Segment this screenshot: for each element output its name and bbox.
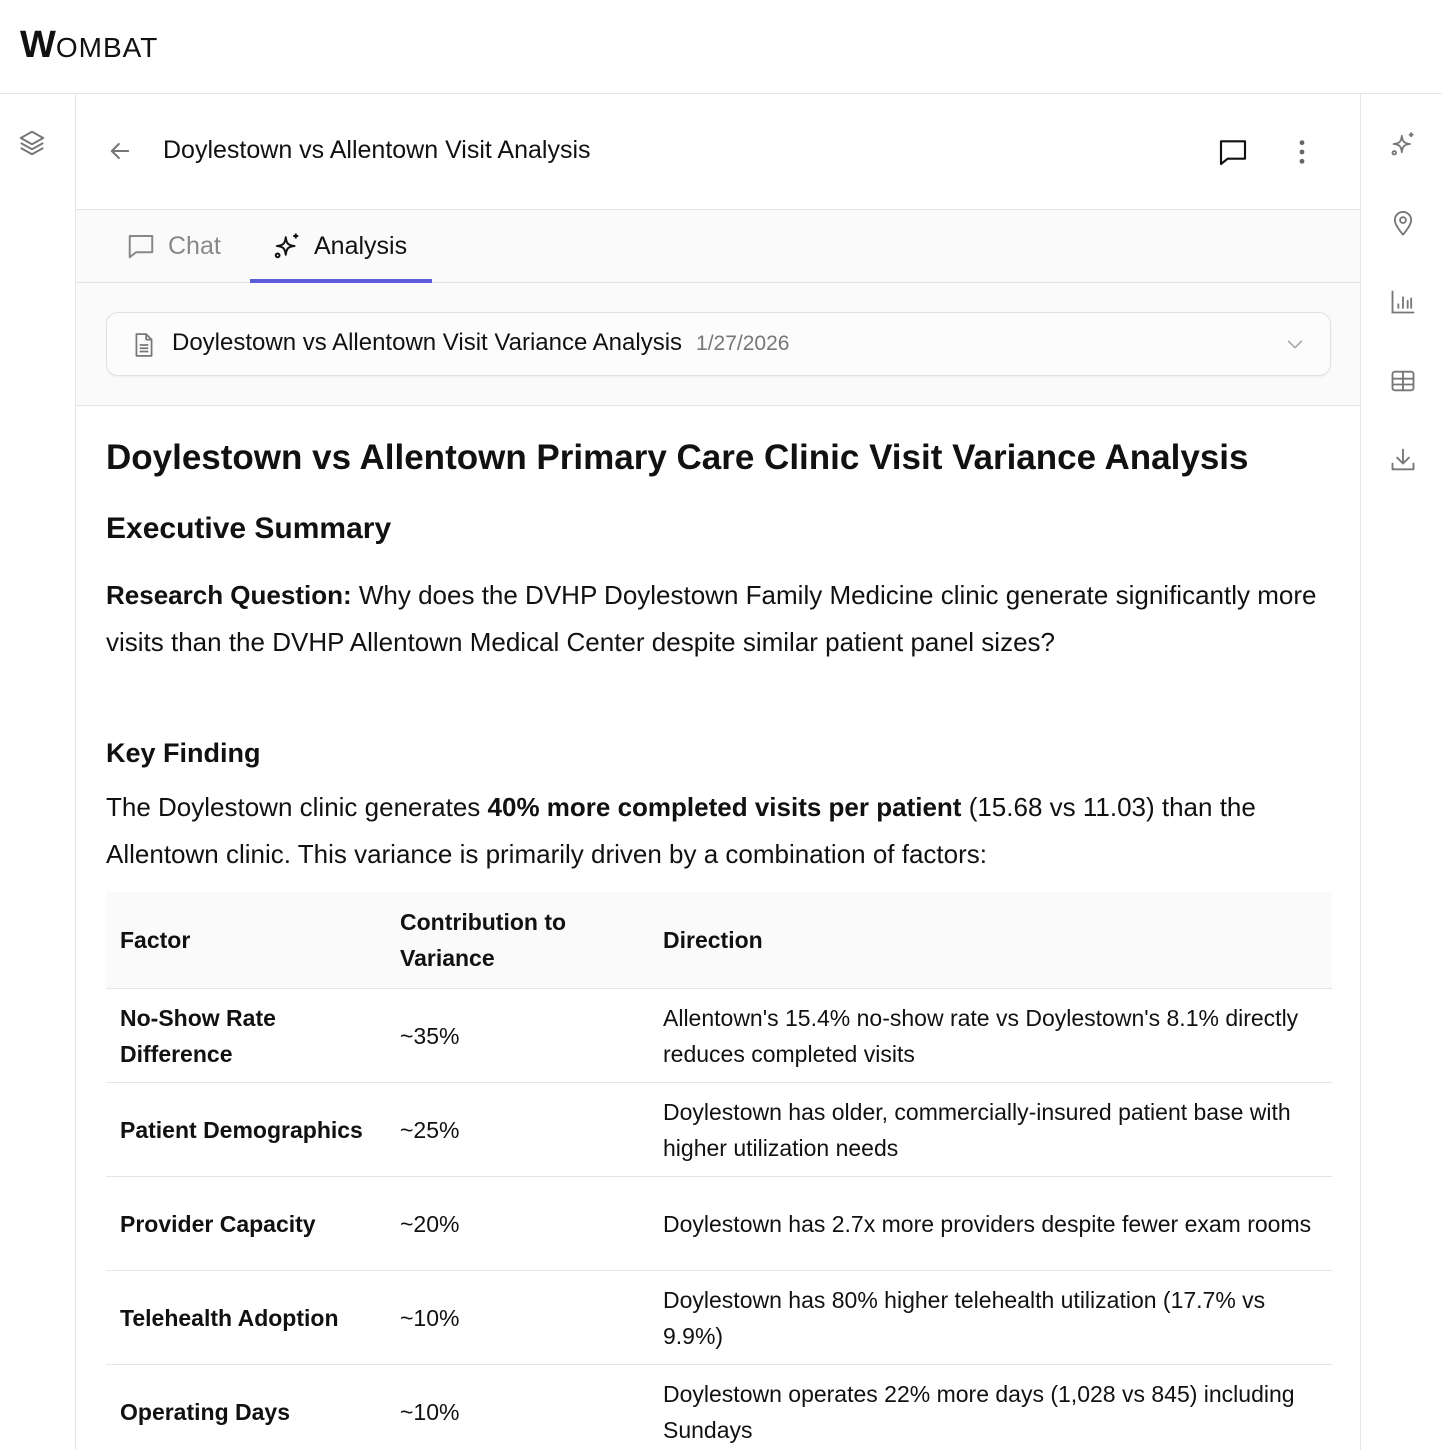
chevron-down-icon bbox=[1284, 333, 1306, 355]
table-row bbox=[106, 1271, 1332, 1365]
factor-cell: Operating Days bbox=[106, 1365, 386, 1450]
selected-analysis-date: 1/27/2026 bbox=[696, 332, 790, 355]
chat-bubble-icon bbox=[126, 231, 156, 261]
key-finding-heading: Key Finding bbox=[106, 738, 261, 768]
direction-cell: Allentown's 15.4% no-show rate vs Doylestown's 8.1% directly reduces completed visits bbox=[649, 989, 1332, 1083]
comment-icon[interactable] bbox=[1217, 136, 1249, 168]
direction-cell: Doylestown has 80% higher telehealth utilization (17.7% vs 9.9%) bbox=[649, 1271, 1332, 1365]
sparkles-icon bbox=[272, 231, 302, 261]
executive-summary-heading: Executive Summary bbox=[106, 512, 392, 545]
right-rail bbox=[1360, 94, 1442, 1450]
research-question-label: Research Question: bbox=[106, 580, 352, 610]
page-header bbox=[76, 94, 1360, 210]
selected-analysis-name: Doylestown vs Allentown Visit Variance Analysis bbox=[172, 329, 683, 356]
table-row bbox=[106, 989, 1332, 1083]
tab-bar bbox=[76, 210, 1360, 283]
factor-cell: Provider Capacity bbox=[106, 1177, 386, 1271]
table-row bbox=[106, 1083, 1332, 1177]
table-row bbox=[106, 1177, 1332, 1271]
research-question: Research Question: Why does the DVHP Doylestown Family Medicine clinic generate significantly more visits than the DVHP Allentown Medical Center despite similar patient panel sizes? bbox=[106, 580, 1317, 657]
direction-cell: Doylestown has 2.7x more providers despite fewer exam rooms bbox=[649, 1177, 1332, 1271]
column-header-direction: Direction bbox=[649, 892, 1332, 989]
document-icon bbox=[131, 331, 157, 359]
variance-factors-table bbox=[106, 892, 1332, 1450]
analysis-selector-dropdown[interactable] bbox=[106, 312, 1331, 376]
factor-cell: Patient Demographics bbox=[106, 1083, 386, 1177]
table-icon[interactable] bbox=[1389, 367, 1417, 395]
download-icon[interactable] bbox=[1389, 446, 1417, 474]
tab-chat-label: Chat bbox=[168, 231, 221, 260]
key-finding-text: The Doylestown clinic generates 40% more completed visits per patient (15.68 vs 11.03) than the Allentown clinic. This variance is primarily driven by a combination of factors: bbox=[106, 792, 1256, 869]
table-header-row bbox=[106, 892, 1332, 989]
column-header-factor: Factor bbox=[106, 892, 386, 989]
map-pin-icon[interactable] bbox=[1389, 209, 1417, 237]
direction-cell: Doylestown has older, commercially-insured patient base with higher utilization needs bbox=[649, 1083, 1332, 1177]
page-title: Doylestown vs Allentown Visit Analysis bbox=[163, 136, 591, 164]
contribution-cell: ~25% bbox=[386, 1083, 649, 1177]
contribution-cell: ~20% bbox=[386, 1177, 649, 1271]
contribution-cell: ~10% bbox=[386, 1365, 649, 1450]
analysis-selector-bar bbox=[76, 283, 1360, 406]
document-title: Doylestown vs Allentown Primary Care Clinic Visit Variance Analysis bbox=[106, 438, 1249, 477]
main-panel bbox=[76, 94, 1360, 1450]
left-rail bbox=[0, 94, 76, 1450]
contribution-cell: ~35% bbox=[386, 989, 649, 1083]
more-vertical-icon[interactable] bbox=[1286, 136, 1318, 168]
sparkles-icon[interactable] bbox=[1389, 130, 1417, 158]
table-row bbox=[106, 1365, 1332, 1450]
contribution-cell: ~10% bbox=[386, 1271, 649, 1365]
factor-cell: No-Show Rate Difference bbox=[106, 989, 386, 1083]
column-header-contribution: Contribution to Variance bbox=[386, 892, 649, 989]
arrow-left-icon[interactable] bbox=[106, 137, 134, 165]
tab-analysis[interactable] bbox=[250, 210, 432, 282]
tab-chat[interactable] bbox=[126, 210, 221, 282]
factor-cell: Telehealth Adoption bbox=[106, 1271, 386, 1365]
direction-cell: Doylestown operates 22% more days (1,028 vs 845) including Sundays bbox=[649, 1365, 1332, 1450]
layers-icon[interactable] bbox=[17, 128, 47, 158]
tab-analysis-label: Analysis bbox=[314, 231, 408, 260]
bar-chart-icon[interactable] bbox=[1389, 288, 1417, 316]
wombat-logo[interactable]: WOMBAT bbox=[20, 24, 159, 66]
top-bar bbox=[0, 0, 1442, 94]
